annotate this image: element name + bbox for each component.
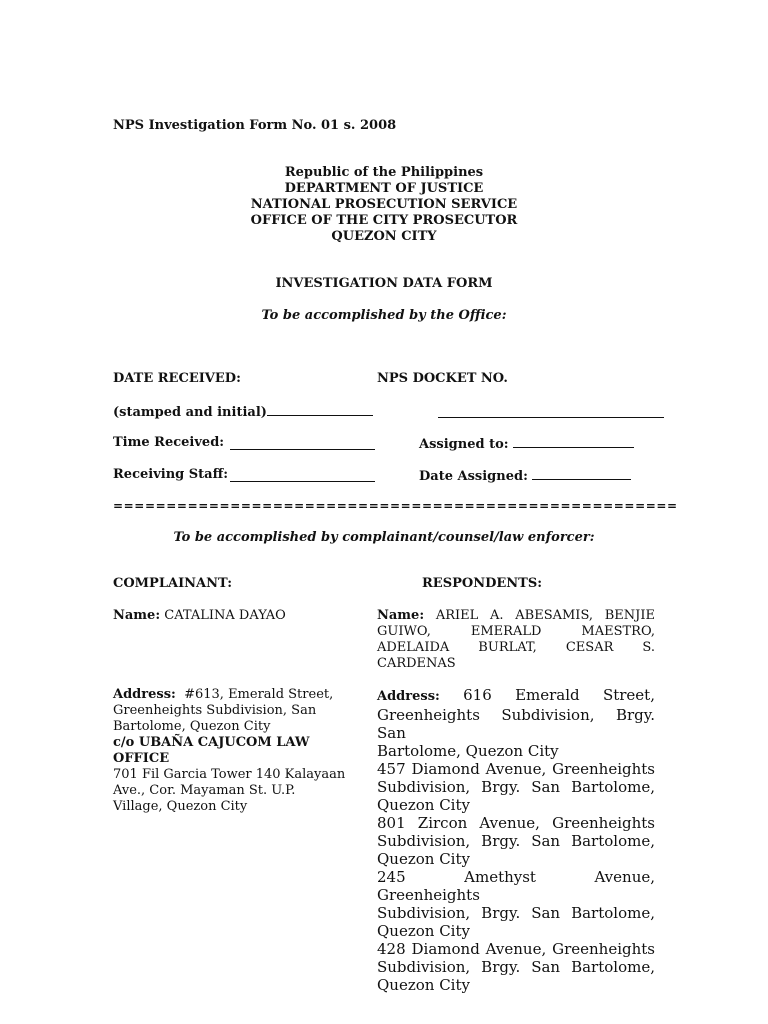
receiving-staff-blank bbox=[230, 469, 375, 482]
header-line: OFFICE OF THE CITY PROSECUTOR bbox=[250, 213, 518, 228]
office-note: To be accomplished by the Office: bbox=[261, 308, 507, 323]
respondents-name-line bbox=[377, 608, 655, 624]
counsel-address-line: Village, Quezon City bbox=[113, 799, 248, 814]
respondents-address-label: Address: bbox=[377, 689, 440, 704]
complainant-address-line: #613, Emerald Street, bbox=[184, 687, 334, 702]
respondents-names bbox=[377, 608, 655, 672]
complainant-name-label: Name: bbox=[113, 608, 161, 623]
counsel-address-line: Ave., Cor. Mayaman St. U.P. bbox=[113, 783, 296, 798]
receiving-staff-label: Receiving Staff: bbox=[113, 467, 229, 482]
complainant-name-value: CATALINA DAYAO bbox=[164, 608, 286, 623]
complainant-address-line: Greenheights Subdivision, San bbox=[113, 703, 317, 718]
date-assigned-blank bbox=[532, 467, 631, 480]
stamped-initial-blank bbox=[267, 403, 373, 416]
respondents-name-line: CARDENAS bbox=[377, 656, 456, 671]
header-line: Republic of the Philippines bbox=[284, 165, 484, 180]
respondents-address-first-line bbox=[377, 686, 655, 706]
complainant-address-first-line bbox=[113, 687, 348, 703]
date-received-label: DATE RECEIVED: bbox=[113, 371, 241, 386]
counsel-line: OFFICE bbox=[113, 751, 170, 766]
assigned-to-field bbox=[419, 435, 634, 453]
header-line: QUEZON CITY bbox=[331, 229, 437, 244]
counsel-address-line: 701 Fil Garcia Tower 140 Kalayaan bbox=[113, 767, 346, 782]
stamped-initial-field bbox=[113, 403, 373, 421]
form-number: NPS Investigation Form No. 01 s. 2008 bbox=[113, 118, 397, 133]
respondents-address-line: Greenheights Subdivision, Brgy. San bbox=[377, 706, 655, 742]
stamped-initial-label: (stamped and initial) bbox=[113, 405, 267, 420]
complainant-address bbox=[113, 687, 348, 815]
respondents-address-line: Subdivision, Brgy. San Bartolome, bbox=[377, 904, 655, 922]
docket-blank-field bbox=[438, 403, 664, 422]
agency-header bbox=[0, 165, 768, 245]
respondents-heading: RESPONDENTS: bbox=[422, 576, 543, 591]
date-assigned-field bbox=[419, 467, 631, 485]
respondents-name-label: Name: bbox=[377, 608, 425, 623]
complainant-address-label: Address: bbox=[113, 687, 176, 702]
respondents-address bbox=[377, 686, 655, 994]
respondents-address-line: 616 Emerald Street, bbox=[463, 686, 655, 704]
respondents-address-line: 245 Amethyst Avenue, Greenheights bbox=[377, 868, 655, 904]
respondents-address-line: 457 Diamond Avenue, Greenheights bbox=[377, 760, 655, 778]
header-line: NATIONAL PROSECUTION SERVICE bbox=[250, 197, 518, 212]
complainant-note: To be accomplished by complainant/counsel/law enforcer: bbox=[173, 530, 595, 545]
assigned-to-label: Assigned to: bbox=[419, 437, 509, 452]
complainant-address-line: Bartolome, Quezon City bbox=[113, 719, 271, 734]
respondents-address-line: Subdivision, Brgy. San Bartolome, bbox=[377, 778, 655, 796]
respondents-address-line: Quezon City bbox=[377, 796, 470, 814]
respondents-name-line: ADELAIDA BURLAT, CESAR S. bbox=[377, 640, 655, 655]
date-assigned-label: Date Assigned: bbox=[419, 469, 528, 484]
complainant-name bbox=[113, 608, 286, 624]
docket-blank bbox=[438, 405, 664, 418]
complainant-heading: COMPLAINANT: bbox=[113, 576, 233, 591]
time-received-blank-field bbox=[230, 435, 375, 454]
form-title: INVESTIGATION DATA FORM bbox=[275, 276, 493, 291]
respondents-address-line: Subdivision, Brgy. San Bartolome, bbox=[377, 832, 655, 850]
respondents-address-line: Quezon City bbox=[377, 922, 470, 940]
section-divider: ===================================================== bbox=[113, 499, 678, 513]
respondents-address-line: Bartolome, Quezon City bbox=[377, 742, 559, 760]
respondents-address-line: 428 Diamond Avenue, Greenheights bbox=[377, 940, 655, 958]
respondents-address-line: Quezon City bbox=[377, 976, 470, 994]
respondents-address-line: Quezon City bbox=[377, 850, 470, 868]
counsel-line: c/o UBAÑA CAJUCOM LAW bbox=[113, 735, 310, 750]
nps-docket-label: NPS DOCKET NO. bbox=[377, 371, 508, 386]
assigned-to-blank bbox=[513, 435, 634, 448]
respondents-name-line: GUIWO, EMERALD MAESTRO, bbox=[377, 624, 655, 639]
receiving-staff-blank-field bbox=[230, 467, 375, 486]
respondents-address-line: 801 Zircon Avenue, Greenheights bbox=[377, 814, 655, 832]
header-line: DEPARTMENT OF JUSTICE bbox=[284, 181, 484, 196]
respondents-name-text: ARIEL A. ABESAMIS, BENJIE bbox=[435, 608, 655, 623]
respondents-address-line: Subdivision, Brgy. San Bartolome, bbox=[377, 958, 655, 976]
time-received-label: Time Received: bbox=[113, 435, 225, 450]
time-received-blank bbox=[230, 437, 375, 450]
